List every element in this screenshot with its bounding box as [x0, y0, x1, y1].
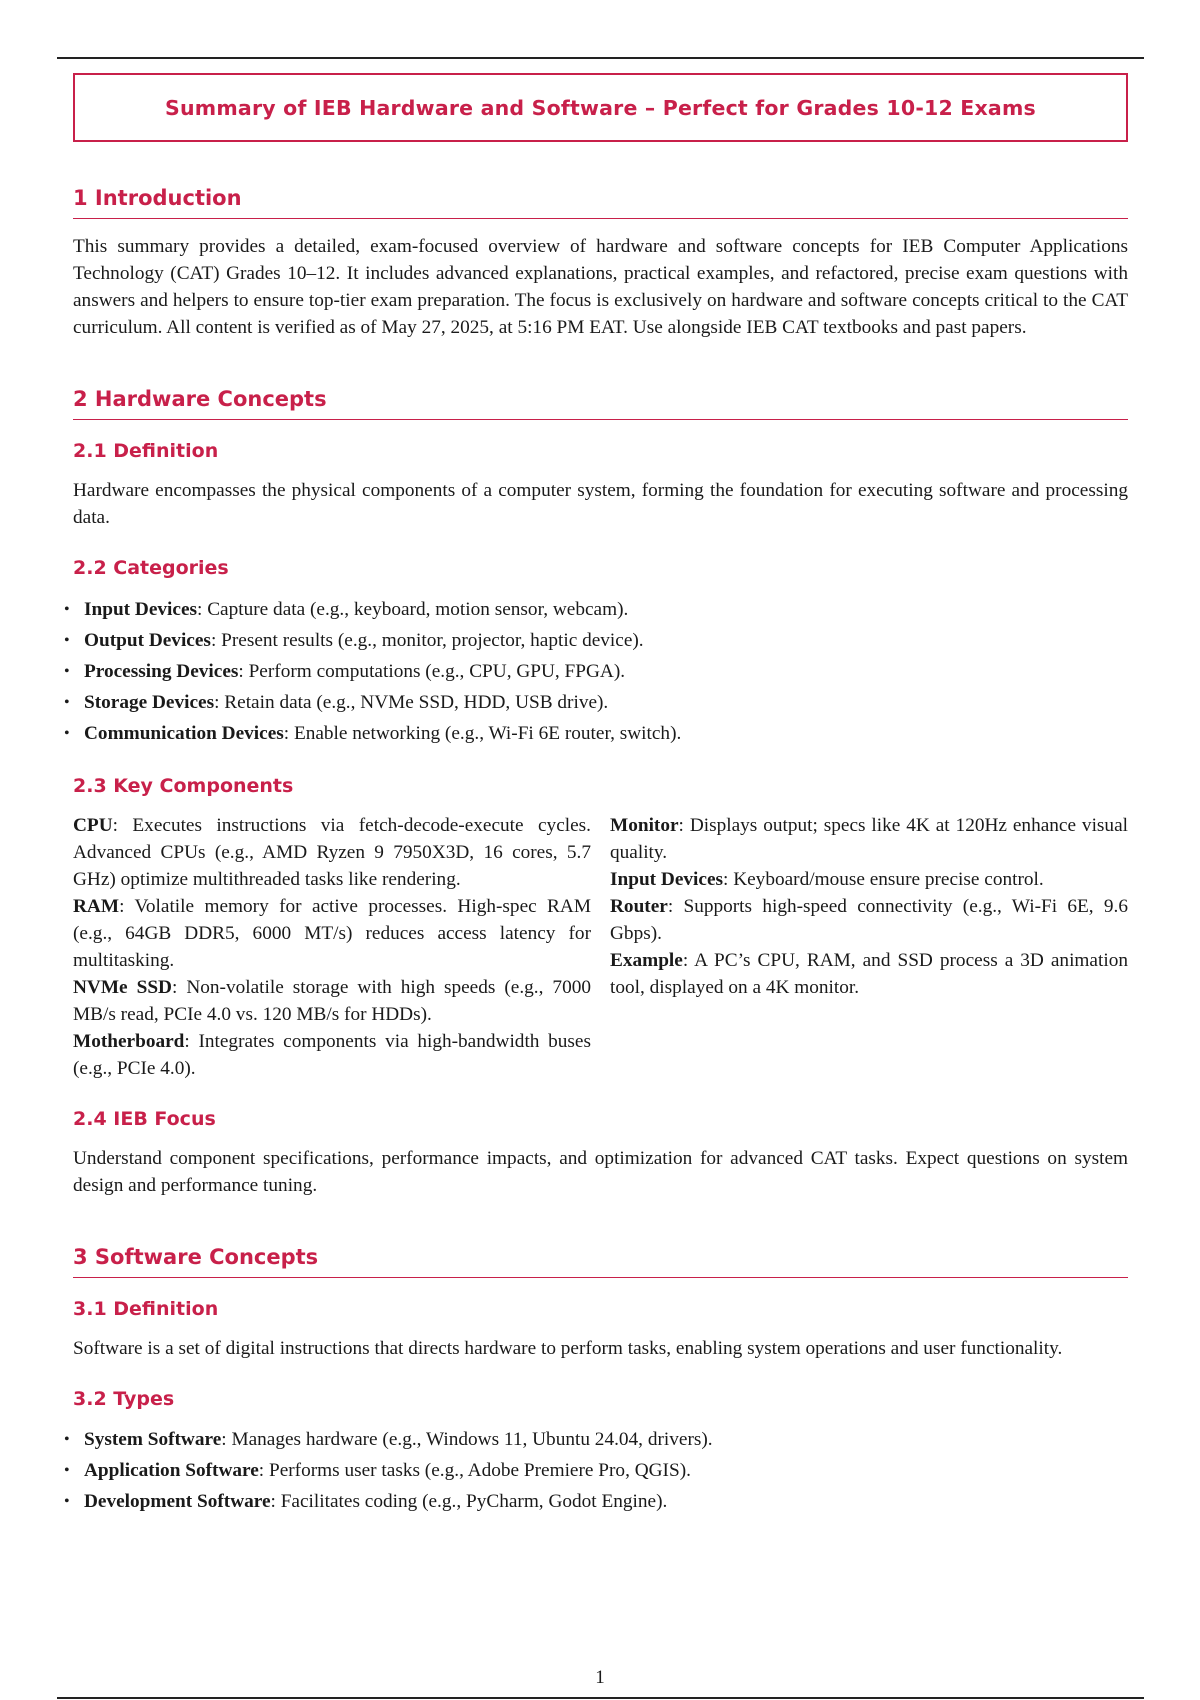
component-desc: : A PC’s CPU, RAM, and SSD process a 3D animation tool, displayed on a 4K monitor. — [610, 949, 1128, 998]
key-components-columns — [73, 812, 1128, 1082]
component-desc: : Executes instructions via fetch-decode-execute cycles. Advanced CPUs (e.g., AMD Ryzen 9 7950X3D, 16 cores, 5.7 GHz) optimize multithreaded tasks like rendering. — [73, 814, 591, 890]
list-item — [64, 1424, 1128, 1455]
list-item-desc: : Present results (e.g., monitor, projector, haptic device). — [210, 629, 644, 651]
component-term: Motherboard — [73, 1030, 185, 1052]
subsection-heading-key-components: 2.3 Key Components — [73, 774, 294, 797]
component-term: Example — [610, 949, 683, 971]
component-term: Router — [610, 895, 668, 917]
page-content — [64, 73, 1128, 1517]
list-item-term: Communication Devices — [84, 722, 284, 744]
bottom-rule — [57, 1697, 1144, 1699]
list-item — [64, 718, 1128, 749]
document-title: Summary of IEB Hardware and Software – Perfect for Grades 10-12 Exams — [73, 73, 1128, 142]
list-item-desc: : Facilitates coding (e.g., PyCharm, Godot Engine). — [270, 1491, 668, 1513]
bullet-icon: • — [64, 693, 70, 711]
component-term: Monitor — [610, 814, 679, 836]
component-entry-nvme-ssd — [73, 974, 591, 1028]
component-desc: : Integrates components via high-bandwidth buses (e.g., PCIe 4.0). — [73, 1030, 591, 1079]
software-definition-paragraph: Software is a set of digital instructions that directs hardware to perform tasks, enabling system operations and user functionality. — [73, 1337, 1063, 1359]
list-item — [64, 656, 1128, 687]
software-types-list — [64, 1424, 1128, 1517]
list-item-term: Development Software — [84, 1491, 271, 1513]
component-desc: : Keyboard/mouse ensure precise control. — [723, 868, 1044, 890]
bullet-icon: • — [64, 1462, 70, 1480]
component-term: RAM — [73, 895, 120, 917]
bullet-icon: • — [64, 631, 70, 649]
component-desc: : Supports high-speed connectivity (e.g., Wi-Fi 6E, 9.6 Gbps). — [610, 895, 1128, 944]
component-term: CPU — [73, 814, 113, 836]
bullet-icon: • — [64, 1431, 70, 1449]
component-desc: : Non-volatile storage with high speeds (e.g., 7000 MB/s read, PCIe 4.0 vs. 120 MB/s for HDDs). — [73, 976, 591, 1025]
component-entry-example — [610, 947, 1128, 1001]
list-item-term: Application Software — [84, 1460, 259, 1482]
list-item-term: Processing Devices — [84, 660, 239, 682]
subsection-heading-categories: 2.2 Categories — [73, 557, 229, 580]
list-item — [64, 1486, 1128, 1517]
subsection-heading-hardware-definition: 2.1 Definition — [73, 440, 219, 463]
bullet-icon: • — [64, 724, 70, 742]
component-entry-cpu — [73, 812, 591, 893]
list-item-term: Output Devices — [84, 629, 211, 651]
component-term: Input Devices — [610, 868, 724, 890]
list-item-desc: : Manages hardware (e.g., Windows 11, Ubuntu 24.04, drivers). — [221, 1429, 713, 1451]
bullet-icon: • — [64, 1493, 70, 1511]
page-number: 1 — [595, 1667, 605, 1688]
subsection-heading-ieb-focus: 2.4 IEB Focus — [73, 1107, 216, 1130]
introduction-paragraph: This summary provides a detailed, exam-focused overview of hardware and software concepts for IEB Computer Applications Technology (CAT) Grades 10–12. It includes advanced explanations, practical examples, and refactored, precise exam questions with answers and helpers to ensure top-tier exam preparation. The focus is exclusively on hardware and software concepts critical to the CAT curriculum. All content is verified as of May 27, 2025, at 5:16 PM EAT. Use alongside IEB CAT textbooks and past papers. — [73, 236, 1128, 339]
list-item — [64, 687, 1128, 718]
list-item-desc: : Capture data (e.g., keyboard, motion sensor, webcam). — [197, 598, 629, 620]
list-item-desc: : Enable networking (e.g., Wi-Fi 6E router, switch). — [283, 722, 682, 744]
list-item — [64, 625, 1128, 656]
component-entry-input-devices — [610, 866, 1128, 893]
section-heading-introduction: 1 Introduction — [73, 186, 1128, 219]
component-entry-monitor — [610, 812, 1128, 866]
component-desc: : Volatile memory for active processes. High-spec RAM (e.g., 64GB DDR5, 6000 MT/s) reduces access latency for multitasking. — [73, 895, 591, 971]
list-item — [64, 1455, 1128, 1486]
top-rule — [57, 57, 1144, 59]
list-item-desc: : Perform computations (e.g., CPU, GPU, FPGA). — [238, 660, 626, 682]
hardware-categories-list — [64, 594, 1128, 749]
component-desc: : Displays output; specs like 4K at 120Hz enhance visual quality. — [610, 814, 1128, 863]
bullet-icon: • — [64, 600, 70, 618]
subsection-heading-types: 3.2 Types — [73, 1387, 175, 1410]
component-entry-motherboard — [73, 1028, 591, 1082]
list-item-term: Storage Devices — [84, 691, 215, 713]
list-item-desc: : Performs user tasks (e.g., Adobe Premiere Pro, QGIS). — [258, 1460, 691, 1482]
hardware-definition-paragraph: Hardware encompasses the physical components of a computer system, forming the foundation for executing software and processing data. — [73, 480, 1128, 529]
component-entry-router — [610, 893, 1128, 947]
section-heading-software: 3 Software Concepts — [73, 1245, 1128, 1278]
ieb-focus-paragraph: Understand component specifications, performance impacts, and optimization for advanced CAT tasks. Expect questions on system design and performance tuning. — [73, 1147, 1128, 1196]
key-components-right-column — [610, 812, 1128, 1082]
component-entry-ram — [73, 893, 591, 974]
bullet-icon: • — [64, 662, 70, 680]
list-item-term: System Software — [84, 1429, 222, 1451]
component-term: NVMe SSD — [73, 976, 172, 998]
list-item-term: Input Devices — [84, 598, 198, 620]
subsection-heading-software-definition: 3.1 Definition — [73, 1297, 219, 1320]
list-item-desc: : Retain data (e.g., NVMe SSD, HDD, USB drive). — [214, 691, 609, 713]
list-item — [64, 594, 1128, 625]
section-heading-hardware: 2 Hardware Concepts — [73, 387, 1128, 420]
key-components-left-column — [73, 812, 591, 1082]
